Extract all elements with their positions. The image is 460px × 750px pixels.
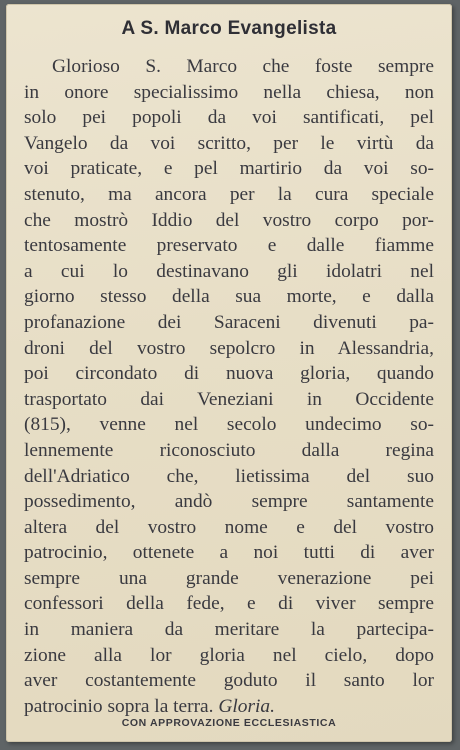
prayer-line: lennemente riconosciuto dalla regina (24, 439, 434, 461)
prayer-last-line (24, 694, 434, 720)
prayer-line: poi circondato di nuova gloria, quando (24, 363, 434, 385)
prayer-line: giorno stesso della sua morte, e dalla (24, 286, 434, 308)
prayer-line: sempre una grande venerazione pei (24, 567, 434, 589)
ecclesiastical-approval: CON APPROVAZIONE ECCLESIASTICA (121, 717, 337, 729)
prayer-line: possedimento, andò sempre santamente (24, 491, 434, 513)
prayer-line: stenuto, ma ancora per la cura speciale (24, 183, 434, 205)
prayer-line: altera del vostro nome e del vostro (24, 516, 434, 538)
prayer-line: dell'Adriatico che, lietissima del suo (24, 465, 434, 487)
prayer-line: voi praticate, e pel martirio da voi so- (24, 158, 434, 180)
prayer-line: tentosamente preservato e dalle fiamme (24, 235, 434, 257)
prayer-line: che mostrò Iddio del vostro corpo por- (24, 209, 434, 231)
prayer-line: in onore specialissimo nella chiesa, non (24, 81, 434, 103)
prayer-line: solo pei popoli da voi santificati, pel (24, 107, 434, 129)
card-title: A S. Marco Evangelista (121, 18, 337, 39)
closing-word: Gloria. (218, 695, 275, 717)
prayer-line: confessori della fede, e di viver sempre (24, 593, 434, 615)
prayer-line: Vangelo da voi scritto, per le virtù da (24, 132, 434, 154)
prayer-line: a cui lo destinavano gli idolatri nel (24, 260, 434, 282)
prayer-line: in maniera da meritare la partecipa- (24, 619, 434, 641)
prayer-line: patrocinio, ottenete a noi tutti di aver (24, 542, 434, 564)
holy-card (6, 4, 452, 742)
prayer-line: patrocinio sopra la terra. (24, 695, 214, 717)
prayer-line: trasportato dai Veneziani in Occidente (24, 388, 434, 410)
prayer-line: aver costantemente goduto il santo lor (24, 670, 434, 692)
prayer-line: Glorioso S. Marco che foste sempre (52, 56, 434, 77)
prayer-line: droni del vostro sepolcro in Alessandria, (24, 337, 434, 359)
prayer-line: profanazione dei Saraceni divenuti pa- (24, 311, 434, 333)
prayer-line: (815), venne nel secolo undecimo so- (24, 414, 434, 436)
prayer-line: zione alla lor gloria nel cielo, dopo (24, 644, 434, 666)
prayer-text (24, 54, 434, 719)
